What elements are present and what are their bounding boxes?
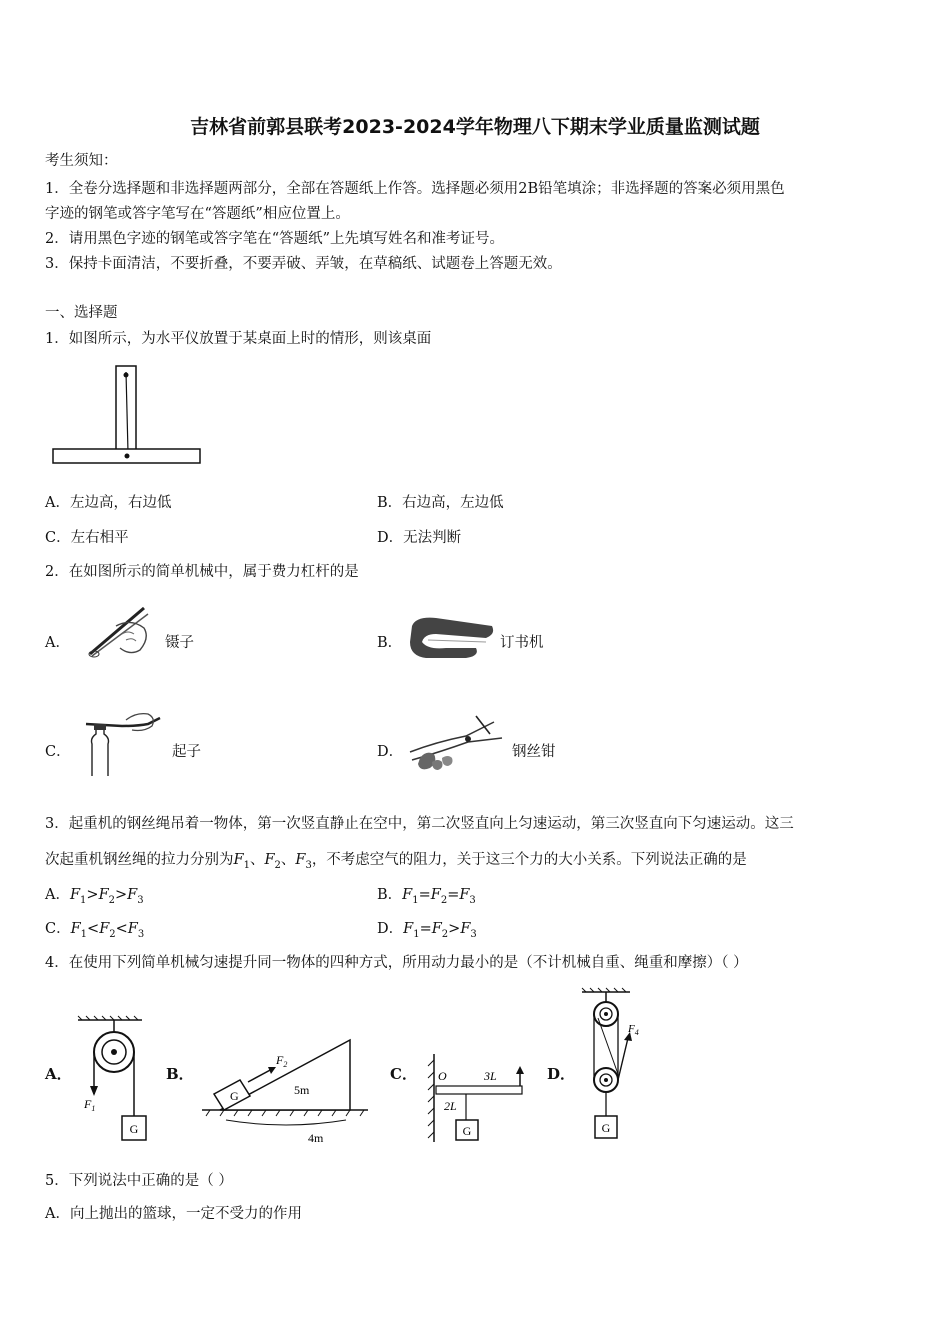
force-label-f4: $F_4$ bbox=[628, 1023, 639, 1037]
q2-stem: 2．在如图所示的简单机械中，属于费力杠杆的是 bbox=[45, 564, 359, 580]
weight-label-d: G bbox=[601, 1121, 611, 1135]
force-label-f1: $F_1$ bbox=[84, 1097, 96, 1113]
bottle-opener-illustration bbox=[82, 710, 164, 776]
q3-option-a: A．$F_1>F_2>F_3$ bbox=[45, 887, 144, 906]
fixed-pulley-figure bbox=[76, 1016, 148, 1146]
lever-figure bbox=[424, 1050, 534, 1146]
arm-label-3l: 3L bbox=[484, 1069, 497, 1083]
weight-label-b: G bbox=[230, 1089, 239, 1103]
arm-label-2l: 2L bbox=[444, 1099, 457, 1113]
length-label-5m: 5m bbox=[294, 1083, 310, 1097]
weight-label-a: G bbox=[129, 1122, 139, 1136]
q3-line2: 次起重机钢丝绳的拉力分别为$F_1$、$F_2$、$F_3$，不考虑空气的阻力，关于这三个力的大小关系。下列说法正确的是 bbox=[45, 852, 747, 871]
notice-heading: 考生须知： bbox=[45, 153, 118, 169]
q5-option-a: A．向上抛出的篮球，一定不受力的作用 bbox=[45, 1206, 302, 1222]
q2-label-opener: 起子 bbox=[172, 744, 201, 760]
notice-item-1: 1．全卷分选择题和非选择题两部分，全部在答题纸上作答。选择题必须用2B铅笔填涂；非选择题的答案必须用黑色 bbox=[45, 181, 785, 197]
q1-option-c: C．左右相平 bbox=[45, 530, 129, 546]
q1-option-d: D．无法判断 bbox=[377, 530, 462, 546]
q4-option-d: D． bbox=[547, 1065, 576, 1083]
q5-stem: 5．下列说法中正确的是（ ） bbox=[45, 1173, 233, 1189]
q2-option-d: D． bbox=[377, 744, 404, 760]
q1-option-a: A．左边高，右边低 bbox=[45, 495, 172, 511]
level-instrument-figure bbox=[50, 362, 205, 472]
fulcrum-label-o: O bbox=[438, 1069, 447, 1083]
tweezers-illustration bbox=[86, 604, 166, 664]
notice-item-3: 3．保持卡面清洁，不要折叠，不要弄破、弄皱，在草稿纸、试题卷上答题无效。 bbox=[45, 256, 562, 272]
q2-option-a: A． bbox=[45, 635, 70, 651]
q4-option-b: B． bbox=[166, 1065, 194, 1083]
force-label-f2: $F_2$ bbox=[276, 1053, 288, 1069]
page-title: 吉林省前郭县联考2023-2024学年物理八下期末学业质量监测试题 bbox=[190, 116, 760, 138]
q4-stem: 4．在使用下列简单机械匀速提升同一物体的四种方式，所用动力最小的是（不计机械自重、绳重和摩擦）（ ） bbox=[45, 955, 748, 971]
q1-option-b: B．右边高，左边低 bbox=[377, 495, 504, 511]
length-label-4m: 4m bbox=[308, 1131, 324, 1145]
q1-stem: 1．如图所示，为水平仪放置于某桌面上时的情形，则该桌面 bbox=[45, 331, 432, 347]
q3-option-c: C．$F_1<F_2<F_3$ bbox=[45, 921, 145, 940]
q2-option-b: B． bbox=[377, 635, 403, 651]
inclined-plane-figure bbox=[196, 1030, 376, 1150]
q4-option-c: C． bbox=[390, 1065, 417, 1083]
stapler-illustration bbox=[406, 612, 498, 664]
pliers-illustration bbox=[406, 712, 506, 778]
q2-label-tweezers: 镊子 bbox=[165, 635, 194, 651]
weight-label-c: G bbox=[462, 1124, 472, 1138]
q2-label-pliers: 钢丝钳 bbox=[512, 744, 556, 760]
q4-option-a: A． bbox=[45, 1065, 72, 1083]
q3-option-d: D．$F_1=F_2>F_3$ bbox=[377, 921, 477, 940]
q2-option-c: C． bbox=[45, 744, 71, 760]
pulley-block-figure bbox=[578, 988, 648, 1144]
q2-label-stapler: 订书机 bbox=[500, 635, 544, 651]
q3-line1: 3．起重机的钢丝绳吊着一物体，第一次竖直静止在空中，第二次竖直向上匀速运动，第三次竖直向下匀速运动。这三 bbox=[45, 816, 794, 832]
q3-option-b: B．$F_1=F_2=F_3$ bbox=[377, 887, 476, 906]
notice-item-1-cont: 字迹的钢笔或答字笔写在“答题纸”相应位置上。 bbox=[45, 206, 350, 222]
notice-item-2: 2．请用黑色字迹的钢笔或答字笔在“答题纸”上先填写姓名和准考证号。 bbox=[45, 231, 505, 247]
section-heading: 一、选择题 bbox=[45, 305, 118, 321]
